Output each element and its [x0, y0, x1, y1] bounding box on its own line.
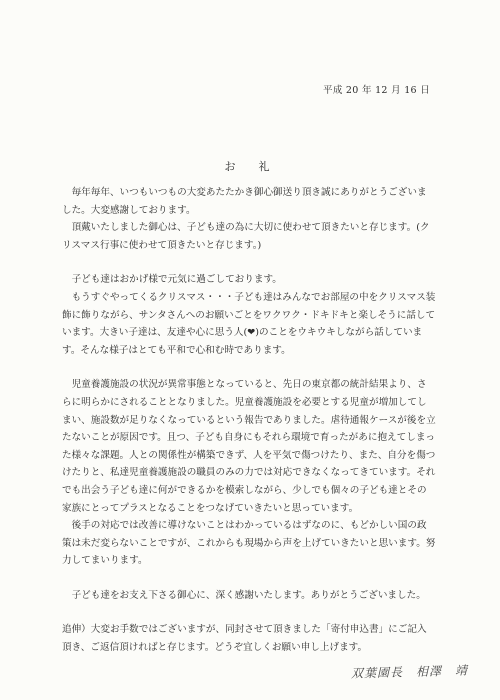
paragraph-policy: 後手の対応では改善に導けないことはわかっているはずなのに、もどかしい国の政策は未だ変らないことですが、これからも現場から声を上げていきたいと思います。努力してまいります。	[62, 520, 436, 567]
paragraph-children-well: 子ども達はおかげ様で元気に過ごしております。	[71, 274, 282, 286]
paragraph-usage: 頂戴いたしました御心は、子ども達の為に大切に使わせて頂きたいと存じます。(クリスマス行事に使わせて頂きたいと存じます。)	[62, 222, 430, 251]
paragraph-thanks: 毎年毎年、いつもいつもの大変あたたかき御心御送り頂き誠にありがとうございました。大変感謝しております。	[62, 187, 427, 216]
paragraph-closing: 子ども達をお支え下さる御心に、深く感謝いたします。ありがとうございました。	[71, 589, 426, 601]
paragraph-postscript: 追伸）大変お手数ではございますが、同封させて頂きました「寄付申込書」にご記入頂き、ご返信頂ければと存じます。どうぞ宜しくお願い申し上げます。	[62, 624, 427, 654]
letter-date: 平成 20 年 12 月 16 日	[323, 85, 430, 96]
paragraph-christmas: もうすぐやってくるクリスマス・・・子ども達はみんなでお部屋の中をクリスマス装飾に飾りながら、サンタさんへのお願いごとをワクワク・ドキドキと楽しそうに話しています。大きい子達は、友達や心に思う人(❤)のことをウキウキしながら話しています。そんな様子はとても平和で心和む時であります。	[62, 291, 436, 356]
paragraph-situation: 児童養護施設の状況が異常事態となっていると、先日の東京都の統計結果より、さらに明らかにされることとなりました。児童養護施設を必要とする児童が増加してしまい、施設数が足りなくなっているという報告でありました。虐待通報ケースが後を立たないことが原因です。且つ、子ども自身にもそれら環境で育ったがあに抱えてしまった様々な課題。人との関係性が構築できず、人を平気で傷つけたり、また、自分を傷つけたりと、私達児童養護施設の職員のみの力では対応できなくなってきています。それでも出会う子ども達に何ができるかを模索しながら、少しでも個々の子ども達とその家族にとってプラスとなることをつなげていきたいと思っています。	[62, 379, 436, 514]
handwritten-signature: 双葉園長 相澤 靖	[350, 663, 469, 681]
letter-body	[62, 184, 436, 657]
letter-title: お 礼	[224, 160, 276, 173]
